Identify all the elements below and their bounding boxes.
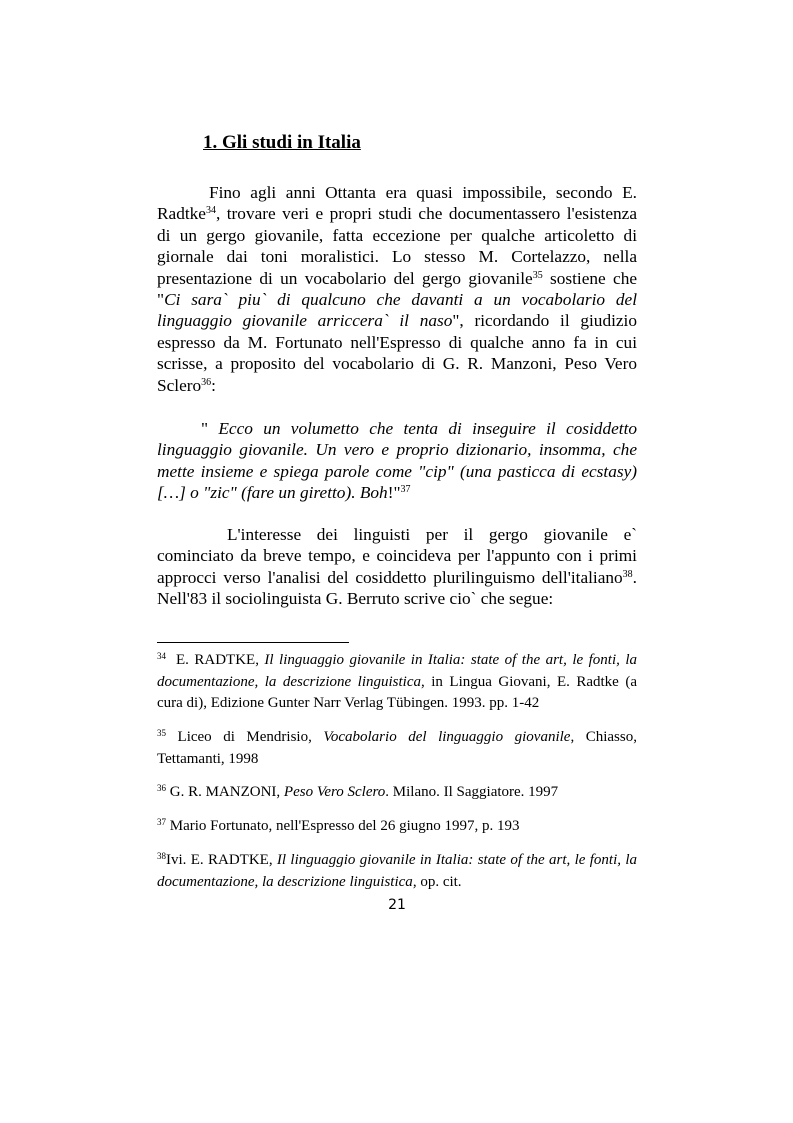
body-paragraph-2: [157, 524, 637, 610]
footnote-text: , in Lingua Giovani, E. Radtke (a cura di), Edizione Gunter Narr Verlag Tübingen. 1993. pp. 1-42: [157, 673, 637, 712]
footnote-ref-34[interactable]: 34: [205, 205, 216, 217]
footnote-title: Il linguaggio giovanile in Italia: state of the art, le fonti, la documentazione, la descrizione linguistica: [157, 652, 637, 690]
footnote-number: 36: [157, 783, 166, 793]
quoted-phrase: Ci sara` piu` di qualcuno che davanti a un vocabolario del linguaggio giovanile arriccera` il naso: [157, 290, 637, 331]
footnote-text: Liceo di Mendrisio,: [166, 729, 324, 745]
footnote-ref-38[interactable]: 38: [622, 568, 633, 580]
footnote-title: Vocabolario del linguaggio giovanile: [323, 729, 571, 745]
footnote-number: 35: [157, 728, 166, 738]
paragraph-text: ", ricordando il giudizio espresso da M. Fortunato nell'Espresso di qualche anno fa in cui scrisse, a proposito del vocabolario di G. R. Manzoni, Peso Vero Sclero: [157, 311, 637, 395]
footnote-author: E. RADTKE,: [176, 652, 265, 668]
footnote-title: Il linguaggio giovanile in Italia: state of the art, le fonti, la documentazione, la descrizione linguistica: [157, 852, 638, 890]
footnote-35: [157, 727, 637, 770]
footnote-34: [157, 650, 637, 715]
footnote-text: Mario Fortunato, nell'Espresso del 26 giugno 1997, p. 193: [166, 818, 520, 834]
body-paragraph-1: [157, 182, 637, 396]
paragraph-text: sostiene che ": [157, 268, 638, 310]
footnote-ref-36[interactable]: 36: [201, 376, 212, 388]
block-quote: [157, 418, 637, 504]
footnote-number: 38: [157, 851, 166, 861]
paragraph-text: Fino agli anni Ottanta era quasi impossibile, secondo E. Radtke: [157, 183, 637, 224]
page-number: 21: [388, 897, 406, 913]
footnote-number: 37: [157, 817, 166, 827]
footnote-ref-35[interactable]: 35: [532, 269, 543, 281]
footnote-text: , op. cit.: [412, 873, 462, 890]
section-heading: 1. Gli studi in Italia: [203, 132, 361, 153]
footnote-text: . Milano. Il Saggiatore. 1997: [385, 784, 559, 800]
footnote-text: Ivi. E. RADTKE,: [166, 852, 277, 868]
paragraph-text: L'interesse dei linguisti per il gergo giovanile e` cominciato da breve tempo, e coincideva per l'appunto con i primi approcci verso l'analisi del cosiddetto plurilinguismo dell'italiano: [157, 525, 637, 587]
paragraph-text: :: [211, 375, 216, 395]
footnote-separator: [157, 642, 349, 643]
footnote-37: [157, 816, 637, 838]
footnote-number: 34: [157, 651, 166, 661]
paragraph-text: . Nell'83 il sociolinguista G. Berruto scrive cio` che segue:: [157, 567, 637, 609]
paragraph-text: , trovare veri e propri studi che documentassero l'esistenza di un gergo giovanile, fatta eccezione per qualche articoletto di giornale dai toni moralistici. Lo stesso M. Cortelazzo, nella presentazione di un vocabolario del gergo giovanile: [157, 204, 637, 288]
quote-open: ": [201, 419, 219, 438]
quote-text: Ecco un volumetto che tenta di inseguire il cosiddetto linguaggio giovanile. Un vero e proprio dizionario, insomma, che mette insieme e spiega parole come "cip" (una pasticca di ecstasy) […] o "zic" (fare un giretto). Boh: [157, 419, 638, 503]
footnote-ref-37[interactable]: 37: [400, 484, 411, 496]
footnote-38: [157, 850, 637, 893]
footnote-text: , Chiasso, Tettamanti, 1998: [157, 729, 637, 767]
footnote-text: G. R. MANZONI,: [166, 784, 284, 800]
quote-close: !": [387, 483, 401, 503]
footnote-title: Peso Vero Sclero: [283, 784, 386, 800]
footnote-36: [157, 782, 637, 804]
